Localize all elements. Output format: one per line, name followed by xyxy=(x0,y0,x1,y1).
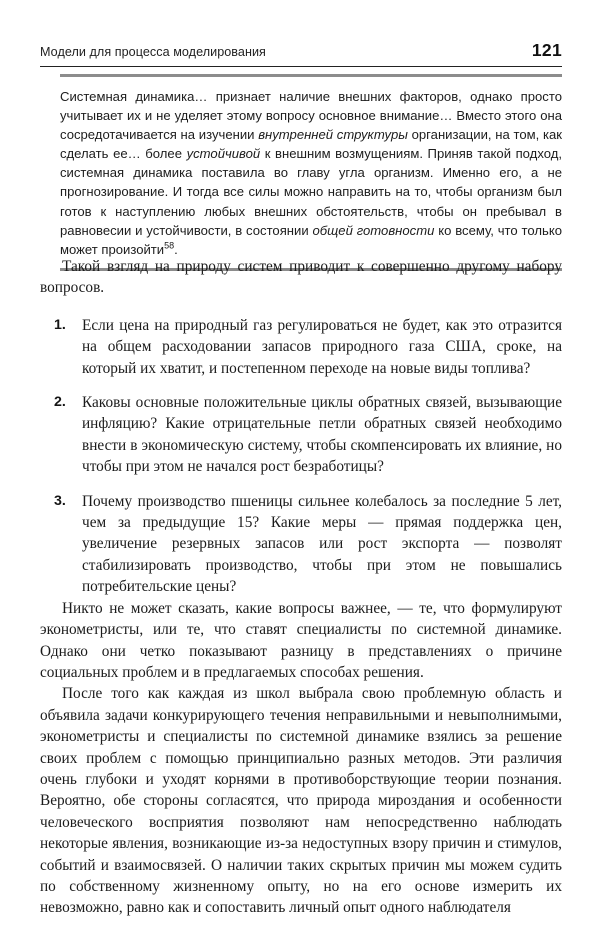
quote-segment-1: Системная динамика… признает наличие внешних факторов, однако просто учитывает их и не уделяет этому вопросу основное внимание… Вместо этого она сосредотачивается на изучении xyxy=(60,89,562,143)
question-list xyxy=(40,315,562,598)
pull-quote-text xyxy=(60,87,562,259)
question-item xyxy=(40,491,562,598)
footnote-marker: 58 xyxy=(164,240,175,251)
running-head xyxy=(40,40,562,67)
body-column xyxy=(40,256,562,919)
question-text: Каковы основные положительные циклы обратных связей, вызывающие инфляцию? Какие отрицательные петли обратных связей необходимо внести в экономическую систему, чтобы скомпенсировать их влияние, но чтобы при этом не начался рост безработицы? xyxy=(82,394,562,476)
question-number: 3. xyxy=(54,492,66,509)
quote-italic-1: внутренней структуры xyxy=(258,127,408,143)
question-number: 1. xyxy=(54,316,66,333)
paragraph-after-list-2: После того как каждая из школ выбрала свою проблемную область и объявила задачи конкурирующего течения неправильными и невыполнимыми, эконометристы и специалисты по системной динамике взялись за решение своих проблем с помощью принципиально разных методов. Эти различия очень глубоки и уходят корнями в противоборствующие теории познания. Вероятно, обе стороны согласятся, что природа мироздания и особенности человеческого восприятия позволяют нам непосредственно наблюдать некоторые явления, возникающие из-за недоступных взору причин и стимулов, событий и взаимосвязей. О наличии таких скрытых причин мы можем судить по собственному жизненному опыту, но на его основе измерить их невозможно, равно как и сопоставить личный опыт одного наблюдателя xyxy=(40,685,562,917)
page-number: 121 xyxy=(531,40,562,60)
question-text: Если цена на природный газ регулироваться не будет, как это отразится на общем расходовании запасов природного газа США, сроке, на который их хватит, и постепенном переходе на новые виды топлива? xyxy=(82,316,562,377)
running-head-title: Модели для процесса моделирования xyxy=(40,45,266,59)
quote-segment-3: к внешним возмущениям. Приняв такой подход, системная динамика поставила во главу угла организм. Именно его, а не прогнозирование. И тогда все силы можно направить на то, чтобы организм был готов к наступлению любых внешних обстоятельств, чтобы он пребывал в равновесии и устойчивости, в состоянии xyxy=(60,146,562,238)
paragraph-intro: Такой взгляд на природу систем приводит к совершенно другому набору вопросов. xyxy=(40,258,562,297)
quote-italic-3: общей готовности xyxy=(312,222,435,238)
question-item xyxy=(40,392,562,478)
quote-segment-4: ко всему, что только может произойти xyxy=(60,222,562,257)
quote-rule-top xyxy=(60,74,562,77)
quote-segment-2: организации, на том, как сделать ее… более xyxy=(60,127,563,162)
question-text: Почему производство пшеницы сильнее колебалось за последние 5 лет, чем за предыдущие 15? Какие меры — прямая поддержка цен, увеличение резервных запасов или рост экспорта — позволят стабилизировать производство, чтобы при этом не повышались потребительские цены? xyxy=(82,492,562,596)
paragraph-after-list-1: Никто не может сказать, какие вопросы важнее, — те, что формулируют эконометристы, или те, что ставят специалисты по системной динамике. Однако они четко показывают разницу в представлениях о причине социальных проблем и в предлагаемых способах решения. xyxy=(40,599,562,681)
question-item xyxy=(40,315,562,379)
quote-italic-2: устойчивой xyxy=(186,146,261,162)
question-number: 2. xyxy=(54,394,66,411)
pull-quote-block xyxy=(60,74,562,271)
quote-segment-5: . xyxy=(174,241,178,257)
